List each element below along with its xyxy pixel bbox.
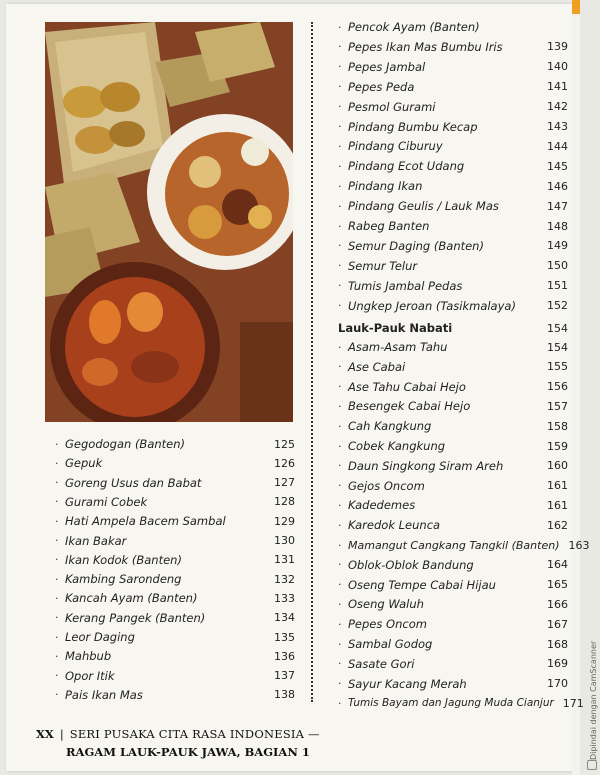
page-number: 136	[274, 649, 295, 663]
bullet: ·	[55, 495, 59, 509]
list-item	[338, 437, 568, 455]
page-number: 163	[568, 538, 590, 552]
page-number: 127	[274, 476, 295, 490]
page-number: 125	[274, 437, 295, 451]
bullet: ·	[338, 219, 342, 233]
recipe-name: Gepuk	[65, 456, 103, 471]
recipe-name: Semur Telur	[348, 258, 418, 273]
bullet: ·	[338, 399, 342, 413]
bullet: ·	[338, 259, 342, 273]
page-number: 149	[547, 239, 568, 253]
page-footer	[36, 727, 320, 759]
bullet: ·	[338, 100, 342, 114]
page-number: 129	[274, 514, 295, 528]
bullet: ·	[55, 456, 59, 470]
list-item	[338, 694, 584, 712]
page-number: 133	[274, 591, 295, 605]
recipe-name: Gejos Oncom	[348, 478, 425, 493]
column-divider	[311, 22, 313, 702]
recipe-name: Pais Ikan Mas	[65, 687, 143, 702]
page-number: 162	[547, 518, 568, 532]
bullet: ·	[338, 578, 342, 592]
recipe-name: Semur Daging (Banten)	[348, 238, 484, 253]
page-number: 169	[547, 657, 568, 671]
book-subtitle: RAGAM LAUK-PAUK JAWA, BAGIAN 1	[66, 745, 310, 759]
bullet: ·	[338, 518, 342, 532]
page-edge	[572, 0, 580, 775]
footer-separator: |	[59, 727, 64, 741]
list-item	[338, 536, 590, 554]
list-item	[55, 551, 295, 569]
page-number: 167	[547, 617, 568, 631]
recipe-name: Pesmol Gurami	[348, 99, 436, 114]
bullet: ·	[338, 159, 342, 173]
page-number: 164	[547, 558, 568, 572]
bullet: ·	[338, 419, 342, 433]
list-item	[338, 655, 568, 673]
recipe-name: Oseng Waluh	[348, 597, 424, 612]
bullet: ·	[338, 139, 342, 153]
recipe-name: Sasate Gori	[348, 656, 415, 671]
list-item	[55, 647, 295, 665]
page-number: 140	[547, 60, 568, 74]
bullet: ·	[338, 479, 342, 493]
recipe-name: Goreng Usus dan Babat	[65, 475, 202, 490]
bullet: ·	[338, 340, 342, 354]
page-number: 166	[547, 597, 568, 611]
watermark-text: Dipindai dengan CamScanner	[589, 640, 598, 760]
page-number: 154	[547, 340, 568, 354]
recipe-name: Rabeg Banten	[348, 219, 430, 233]
recipe-name: Pindang Ikan	[348, 179, 423, 194]
list-item	[338, 457, 568, 475]
recipe-name: Ungkep Jeroan (Tasikmalaya)	[348, 298, 516, 313]
bullet: ·	[55, 514, 59, 528]
recipe-name: Pindang Bumbu Kecap	[348, 119, 478, 134]
bullet: ·	[338, 20, 342, 34]
page-number: 130	[274, 534, 295, 547]
bullet: ·	[55, 669, 59, 683]
page-number: 139	[547, 40, 568, 54]
list-item	[55, 609, 295, 627]
bullet: ·	[55, 649, 59, 663]
page-number: 144	[547, 139, 568, 153]
recipe-name: Asam-Asam Tahu	[348, 340, 448, 354]
recipe-name: Karedok Leunca	[348, 518, 441, 533]
list-item	[338, 397, 568, 415]
list-item	[338, 516, 568, 534]
bullet: ·	[338, 279, 342, 293]
bullet: ·	[55, 437, 59, 451]
recipe-name: Besengek Cabai Hejo	[348, 399, 471, 414]
recipe-name: Kancah Ayam (Banten)	[65, 591, 198, 606]
list-item	[338, 78, 568, 96]
list-item	[338, 675, 568, 693]
page-number: 159	[547, 439, 568, 453]
list-item	[338, 38, 568, 56]
recipe-name: Pencok Ayam (Banten)	[348, 20, 480, 34]
recipe-name: Pepes Oncom	[348, 617, 427, 632]
list-item	[338, 556, 568, 574]
recipe-name: Gurami Cobek	[65, 494, 148, 509]
bullet: ·	[55, 553, 59, 567]
recipe-name: Kerang Pangek (Banten)	[65, 610, 206, 625]
list-item	[338, 615, 568, 633]
bullet: ·	[338, 360, 342, 374]
page-number: 151	[547, 279, 568, 293]
recipe-name: Mamangut Cangkang Tangkil (Banten)	[348, 538, 560, 552]
list-item	[338, 58, 568, 76]
list-item	[338, 635, 568, 653]
recipe-name: Oblok-Oblok Bandung	[348, 557, 474, 572]
recipe-name: Tumis Jambal Pedas	[348, 278, 463, 293]
bullet: ·	[338, 677, 342, 691]
list-item	[338, 417, 568, 435]
list-item	[338, 237, 568, 255]
list-item	[338, 217, 568, 235]
page-number: 168	[547, 637, 568, 651]
list-item	[55, 667, 295, 685]
list-item	[338, 18, 568, 36]
bullet: ·	[338, 538, 342, 552]
page-number: 138	[274, 688, 295, 702]
bullet: ·	[338, 179, 342, 193]
recipe-name: Ikan Bakar	[65, 533, 127, 548]
recipe-name: Cobek Kangkung	[348, 439, 446, 453]
section-heading	[338, 319, 568, 337]
list-item	[338, 477, 568, 495]
bullet: ·	[338, 657, 342, 671]
bullet: ·	[55, 572, 59, 586]
recipe-name: Sambal Godog	[348, 637, 433, 651]
bullet: ·	[338, 60, 342, 74]
page-number: 131	[274, 553, 295, 567]
bullet: ·	[338, 597, 342, 611]
page-number: 142	[547, 100, 568, 114]
camscanner-icon	[587, 760, 597, 770]
recipe-name: Mahbub	[65, 649, 112, 664]
list-item	[338, 118, 568, 136]
list-item	[55, 512, 295, 530]
recipe-name: Ase Tahu Cabai Hejo	[348, 379, 466, 394]
recipe-name: Tumis Bayam dan Jagung Muda Cianjur	[348, 697, 554, 710]
recipe-name: Pepes Peda	[348, 79, 415, 94]
page-number: 158	[547, 419, 568, 433]
list-item	[338, 338, 568, 356]
bullet: ·	[338, 617, 342, 631]
list-item	[55, 532, 295, 550]
list-item	[338, 257, 568, 275]
recipe-name: Pindang Ecot Udang	[348, 159, 465, 174]
list-item	[338, 595, 568, 613]
recipe-name: Pindang Geulis / Lauk Mas	[348, 199, 499, 214]
page-number: 165	[547, 578, 568, 592]
page-number: 160	[547, 459, 568, 473]
bullet: ·	[338, 459, 342, 473]
recipe-name: Kadedemes	[348, 498, 416, 513]
page-number: 170	[547, 677, 568, 691]
list-item	[338, 297, 568, 315]
page-label: XX	[36, 727, 54, 741]
list-item	[338, 496, 568, 514]
recipe-name: Kambing Sarondeng	[65, 572, 182, 587]
page-number: 141	[547, 80, 568, 94]
list-item	[338, 378, 568, 396]
page-number: 128	[274, 495, 295, 509]
recipe-name: Daun Singkong Siram Areh	[348, 458, 504, 473]
bullet: ·	[55, 476, 59, 490]
list-item	[55, 686, 295, 704]
list-item	[338, 197, 568, 215]
bullet: ·	[338, 380, 342, 394]
recipe-name: Pepes Ikan Mas Bumbu Iris	[348, 39, 503, 54]
food-photo	[45, 22, 293, 422]
bullet: ·	[55, 611, 59, 625]
recipe-name: Opor Itik	[65, 668, 115, 683]
bullet: ·	[338, 120, 342, 133]
bullet: ·	[338, 299, 342, 313]
bullet: ·	[338, 637, 342, 651]
list-item	[55, 454, 295, 472]
page-number: 126	[274, 456, 295, 470]
bullet: ·	[55, 630, 59, 644]
list-item	[55, 474, 295, 492]
bullet: ·	[338, 40, 342, 54]
list-item	[338, 157, 568, 175]
page-number: 137	[274, 669, 295, 683]
bullet: ·	[338, 558, 342, 572]
list-item	[338, 576, 568, 594]
recipe-name: Hati Ampela Bacem Sambal	[65, 514, 226, 529]
page-number: 145	[547, 159, 568, 173]
page-number: 146	[547, 179, 568, 193]
bullet: ·	[55, 534, 59, 547]
list-item	[338, 137, 568, 155]
scanner-watermark	[586, 630, 600, 770]
list-item	[55, 493, 295, 511]
bullet: ·	[55, 591, 59, 605]
list-item	[55, 435, 295, 453]
bullet: ·	[338, 239, 342, 253]
bullet: ·	[338, 199, 342, 213]
page-number: 148	[547, 219, 568, 233]
page-number: 156	[547, 380, 568, 394]
page-number: 134	[274, 611, 295, 625]
recipe-name: Oseng Tempe Cabai Hijau	[348, 577, 496, 592]
bullet: ·	[338, 498, 342, 512]
page-number: 132	[274, 572, 295, 586]
bullet: ·	[55, 688, 59, 702]
list-item	[338, 98, 568, 116]
recipe-name: Cah Kangkung	[348, 419, 432, 434]
page-number: 157	[547, 399, 568, 413]
page-number: 135	[274, 630, 295, 644]
list-item	[338, 177, 568, 195]
recipe-name: Ase Cabai	[348, 359, 406, 374]
page-number: 155	[547, 360, 568, 374]
list-item	[55, 628, 295, 646]
page-number: 150	[547, 259, 568, 273]
page-number: 161	[547, 498, 568, 512]
series-title: SERI PUSAKA CITA RASA INDONESIA —	[69, 727, 320, 741]
bullet: ·	[338, 80, 342, 94]
list-item	[55, 570, 295, 588]
list-item	[338, 277, 568, 295]
recipe-name: Ikan Kodok (Banten)	[65, 552, 182, 567]
page-number: 154	[547, 321, 568, 335]
list-item	[55, 589, 295, 607]
page-number: 161	[547, 479, 568, 493]
recipe-name: Sayur Kacang Merah	[348, 676, 467, 691]
recipe-name: Pindang Ciburuy	[348, 139, 443, 154]
page-number: 152	[547, 299, 568, 313]
section-title: Lauk-Pauk Nabati	[338, 321, 453, 335]
bullet: ·	[338, 439, 342, 453]
recipe-name: Pepes Jambal	[348, 59, 426, 74]
bullet: ·	[338, 696, 342, 710]
recipe-name: Gegodogan (Banten)	[65, 437, 186, 451]
page-number: 147	[547, 199, 568, 213]
page-number: 171	[562, 696, 584, 710]
list-item	[338, 358, 568, 376]
page-number: 143	[547, 120, 568, 133]
recipe-name: Leor Daging	[65, 630, 135, 644]
